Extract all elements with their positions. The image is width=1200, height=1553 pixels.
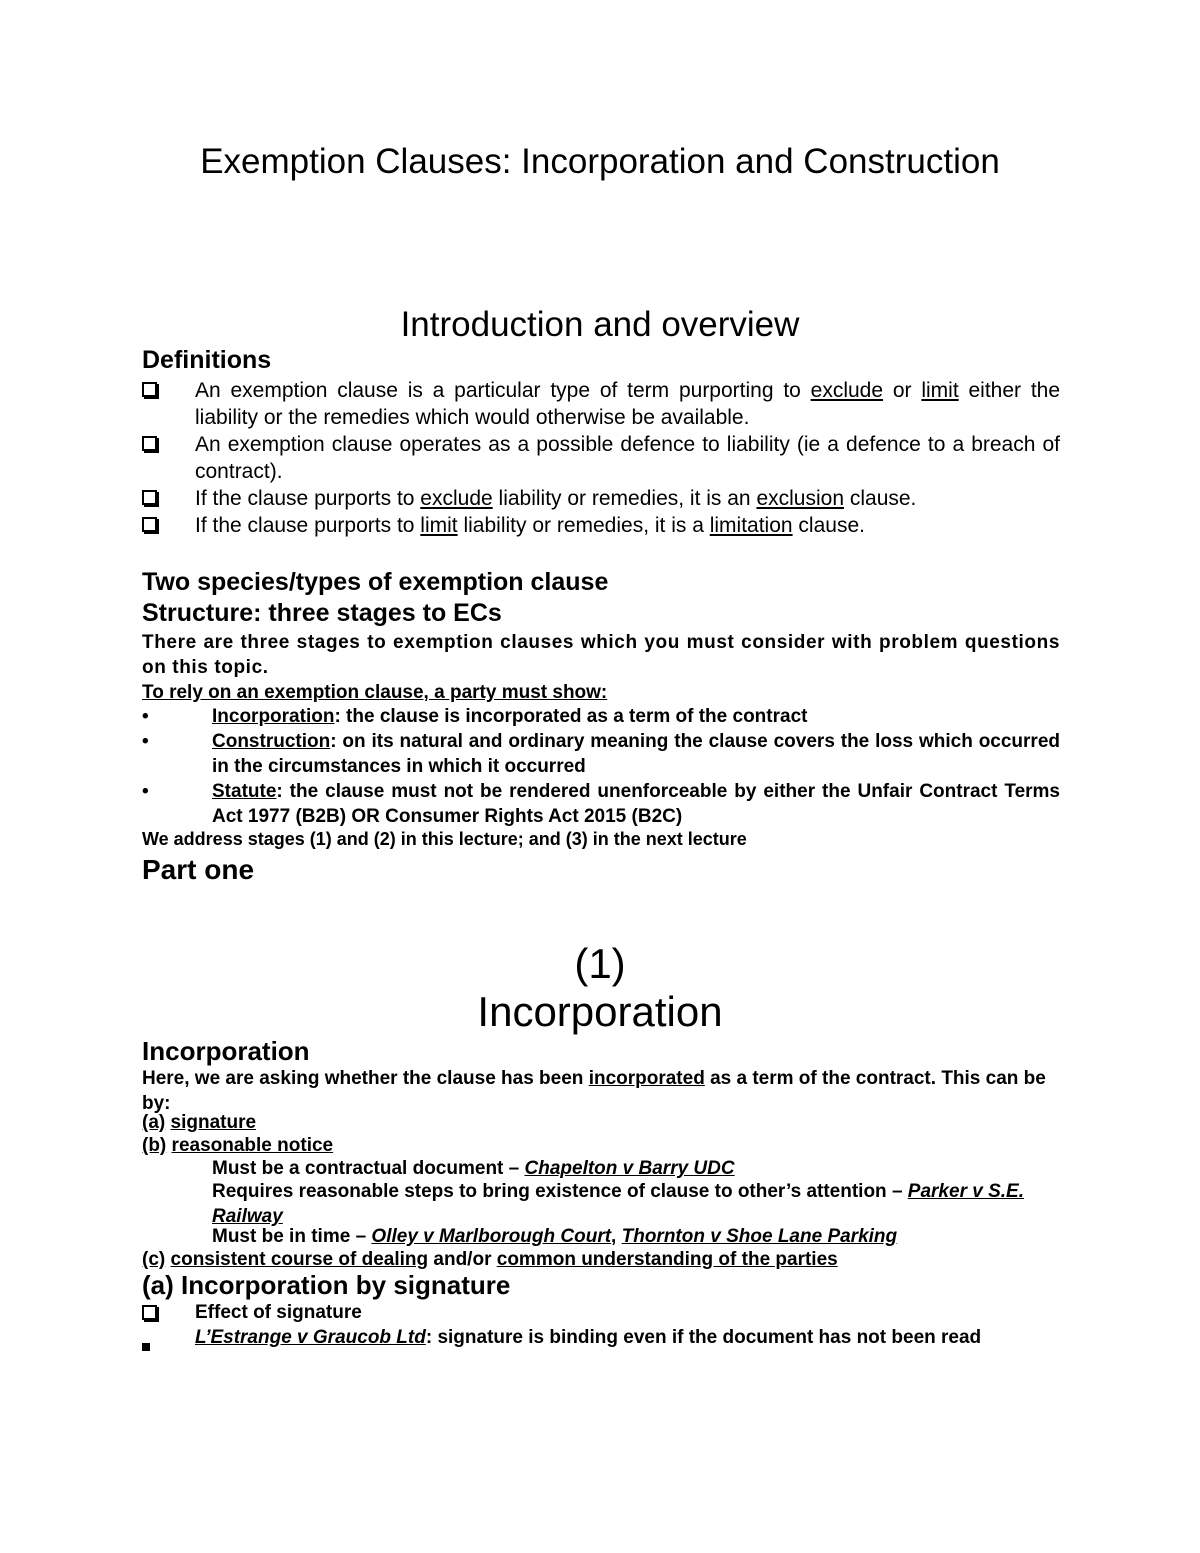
- stage-item: • Construction: on its natural and ordinary meaning the clause covers the loss which occurred in the circumstances in which it occurred: [142, 731, 1060, 777]
- structure-text: There are three stages to exemption clauses which you must consider with problem questions on this topic.: [142, 632, 1060, 678]
- document-title: Exemption Clauses: Incorporation and Construction: [200, 142, 1000, 181]
- signature-list: [142, 1300, 1060, 1350]
- square-bullet-icon: [142, 1343, 150, 1351]
- checkbox-bullet-icon: [142, 382, 157, 397]
- section-number: (1): [574, 940, 626, 987]
- signature-heading: (a) Incorporation by signature: [142, 1270, 511, 1300]
- notice-item: Must be in time – Olley v Marlborough Court, Thornton v Shoe Lane Parking: [212, 1226, 898, 1247]
- definition-item: An exemption clause operates as a possible defence to liability (ie a defence to a breach of contract).: [142, 431, 1060, 485]
- definition-item: If the clause purports to limit liability or remedies, it is a limitation clause.: [142, 512, 1060, 539]
- definition-item: If the clause purports to exclude liability or remedies, it is an exclusion clause.: [142, 485, 1060, 512]
- method-signature: (a) signature: [142, 1112, 257, 1133]
- incorporation-heading: Incorporation: [142, 1036, 310, 1066]
- definitions-heading: Definitions: [142, 346, 272, 374]
- method-reasonable-notice: (b) reasonable notice: [142, 1135, 334, 1156]
- checkbox-bullet-icon: [142, 436, 157, 451]
- bullet-icon: •: [142, 706, 149, 727]
- species-heading: Two species/types of exemption clause: [142, 568, 609, 596]
- stage-item: • Incorporation: the clause is incorporated as a term of the contract: [142, 706, 808, 727]
- notice-item: Requires reasonable steps to bring existence of clause to other’s attention – Parker v S.E. Railway: [212, 1181, 1024, 1227]
- stage-item: • Statute: the clause must not be rendered unenforceable by either the Unfair Contract Terms Act 1977 (B2B) OR Consumer Rights Act 2015 (B2C): [142, 781, 1060, 827]
- checkbox-bullet-icon: [142, 517, 157, 532]
- signature-case-item: L’Estrange v Graucob Ltd: signature is binding even if the document has not been read: [142, 1325, 1060, 1350]
- checkbox-bullet-icon: [142, 1305, 157, 1320]
- method-course-of-dealing: (c) consistent course of dealing and/or common understanding of the parties: [142, 1249, 838, 1270]
- definition-item: An exemption clause is a particular type of term purporting to exclude or limit either the liability or the remedies which would otherwise be available.: [142, 377, 1060, 431]
- bullet-icon: •: [142, 781, 149, 802]
- part-one-heading: Part one: [142, 854, 255, 885]
- definitions-list: [142, 377, 1060, 539]
- bullet-icon: •: [142, 731, 149, 752]
- stages-list: [142, 704, 1060, 829]
- intro-heading: Introduction and overview: [400, 305, 800, 344]
- rely-text: To rely on an exemption clause, a party must show:: [142, 682, 608, 703]
- structure-heading: Structure: three stages to ECs: [142, 599, 502, 627]
- checkbox-bullet-icon: [142, 490, 157, 505]
- incorporation-intro: Here, we are asking whether the clause has been incorporated as a term of the contract. This can be by:: [142, 1068, 1046, 1114]
- section-title: Incorporation: [477, 988, 723, 1035]
- notice-item: Must be a contractual document – Chapelton v Barry UDC: [212, 1158, 735, 1179]
- signature-effect-item: Effect of signature: [142, 1300, 1060, 1325]
- address-text: We address stages (1) and (2) in this lecture; and (3) in the next lecture: [142, 829, 747, 849]
